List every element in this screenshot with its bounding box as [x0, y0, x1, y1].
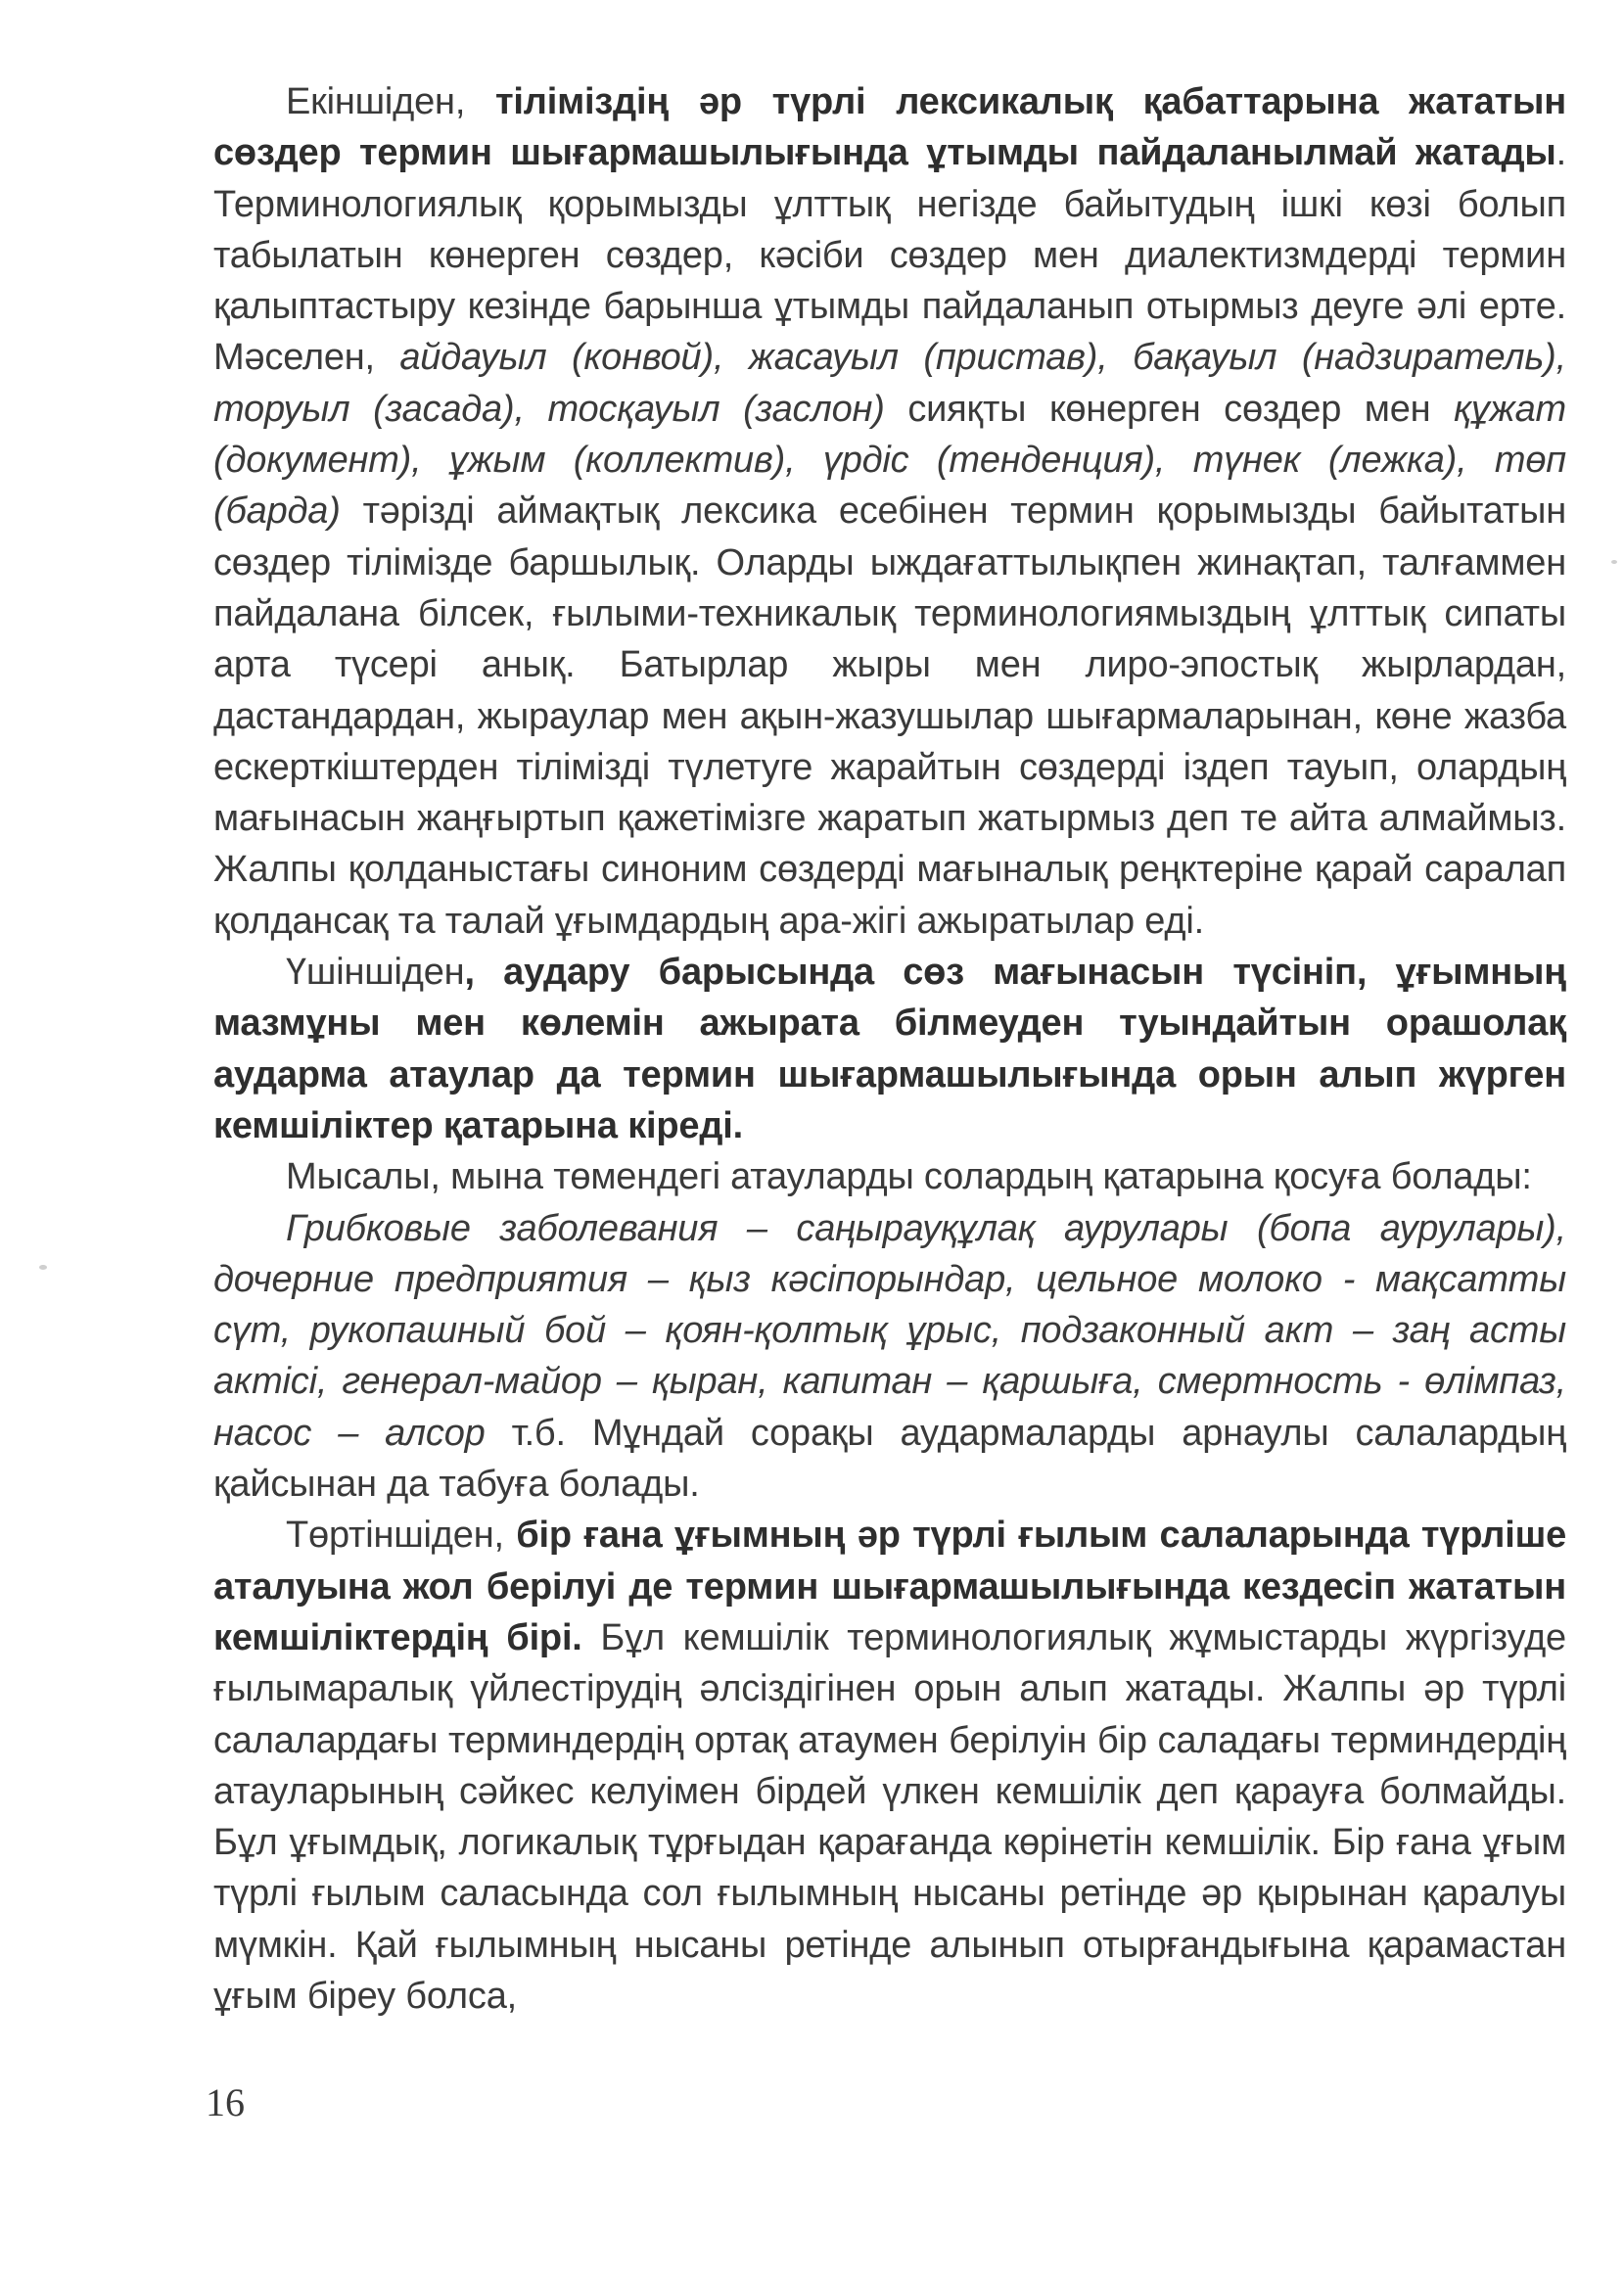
text-run: т.б. Мұндай сорақы аудармаларды арнаулы салалардың қайсынан да табуға болады.	[213, 1412, 1566, 1506]
text-run: Үшіншіден	[286, 952, 465, 994]
text-run-italic: құжат (документ), ұжым (коллектив), үрдіс (тенденция), түнек (лежка), төп (барда)	[213, 388, 1566, 533]
text-run-italic: айдауыл (конвой), жасауыл (пристав), бақауыл (надзиратель), торуыл (засада), тосқауыл (заслон)	[213, 337, 1566, 430]
paragraph	[213, 1510, 1566, 2022]
text-run: сияқты көнерген сөздер мен	[884, 388, 1455, 430]
text-run: Төртіншіден,	[286, 1515, 517, 1557]
scan-speck	[1611, 560, 1617, 564]
text-run-bold: бір ғана ұғымның әр түрлі ғылым салаларында түрліше аталуына жол берілуі де термин шығармашылығында кездесіп жататын кемшіліктердің бірі.	[213, 1515, 1566, 1658]
text-run-bold: тіліміздің әр түрлі лексикалық қабаттарына жататын сөздер термин шығармашылығында ұтымды пайдаланылмай жатады	[213, 81, 1566, 174]
paragraph	[213, 76, 1566, 947]
text-run: . Терминологиялық қорымызды ұлттық негізде байытудың ішкі көзі болып табылатын көнерген сөздер, кәсіби сөздер мен диалектизмдерді термин қалыптастыру кезінде барынша ұтымды пайдаланып отырмыз деуге әлі ерте. Мәселен,	[213, 132, 1566, 379]
paragraph	[213, 947, 1566, 1151]
paragraph	[213, 1151, 1566, 1202]
paragraph	[213, 1203, 1566, 1511]
body-text	[213, 76, 1566, 2022]
text-run: Бұл кемшілік терминологиялық жұмыстарды жүргізуде ғылымаралық үйлестірудің әлсіздігінен орын алып жатады. Жалпы әр түрлі салалардағы терминдердің ортақ атаумен берілуін бір саладағы терминдердің атауларының сәйкес келуімен бірдей үлкен кемшілік деп қарауға болмайды. Бұл ұғымдық, логикалық тұрғыдан қарағанда көрінетін кемшілік. Бір ғана ұғым түрлі ғылым саласында сол ғылымның нысаны ретінде әр қырынан қаралуы мүмкін. Қай ғылымның нысаны ретінде алынып отырғандығына қарамастан ұғым біреу болса,	[213, 1616, 1566, 2017]
text-run-italic: Грибковые заболевания – саңырауқұлақ аурулары (бопа аурулары), дочерние предприятия – қыз кәсіпорындар, цельное молоко - мақсатты сүт, рукопашный бой – қоян-қолтық ұрыс, подзаконный акт – заң асты актісі, генерал-майор – қыран, капитан – қаршыға, смертность - өлімпаз, насос – алсор	[213, 1207, 1566, 1454]
scan-speck	[39, 1265, 47, 1270]
text-run: Екіншіден,	[286, 81, 496, 122]
page-number: 16	[206, 2080, 245, 2124]
text-run: Мысалы, мына төмендегі атауларды солардың қатарына қосуға болады:	[286, 1156, 1532, 1198]
text-run: тәрізді аймақтық лексика есебінен термин қорымызды байытатын сөздер тілімізде баршылық. Оларды ыждағаттылықпен жинақтап, талғаммен пайдалана білсек, ғылыми-техникалық терминологиямыздың ұлттық сипаты арта түсері анық. Батырлар жыры мен лиро-эпостық жырлардан, дастандардан, жыраулар мен ақын-жазушылар шығармаларынан, көне жазба ескерткіштерден тілімізді түлетуге жарайтын сөздерді іздеп тауып, олардың мағынасын жаңғыртып қажетімізге жаратып жатырмыз деп те айта алмаймыз. Жалпы қолданыстағы синоним сөздерді мағыналық реңктеріне қарай саралап қолдансақ та талай ұғымдардың ара-жігі ажыратылар еді.	[213, 490, 1566, 942]
text-run-bold: , аудару барысында сөз мағынасын түсініп, ұғымның мазмұны мен көлемін ажырата білмеуден туындайтын орашолақ аударма атаулар да термин шығармашылығында орын алып жүрген кемшіліктер қатарына кіреді.	[213, 952, 1566, 1146]
